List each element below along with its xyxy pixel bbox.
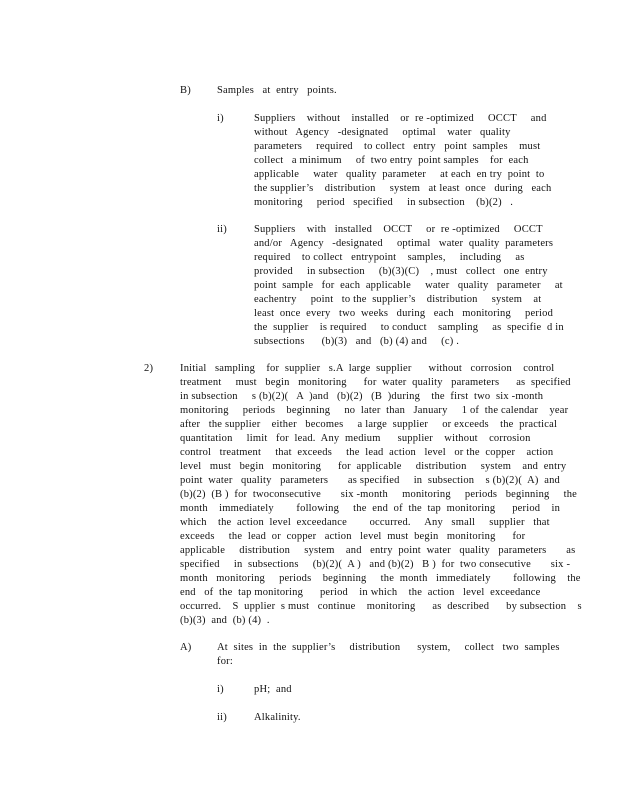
item-label-b: B) xyxy=(180,85,191,96)
text-line: in subsection s (b)(2)( A )and (b)(2) (B )during the first two six -month xyxy=(180,391,544,402)
text-line: parameters required to collect entry point samples must xyxy=(254,141,541,152)
text-line: monitoring periods beginning no later than January 1 of the calendar year xyxy=(180,405,569,416)
text-line: Suppliers with installed OCCT or re -optimized OCCT xyxy=(254,224,543,235)
text-line: month monitoring periods beginning the month immediately following the xyxy=(180,573,581,584)
text-line: which the action level exceedance occurred. Any small supplier that xyxy=(180,517,550,528)
item-label-a: A) xyxy=(180,642,192,653)
item-label-2: 2) xyxy=(144,363,154,374)
text-line: Initial sampling for supplier s.A large supplier without corrosion control xyxy=(180,363,555,374)
text-line: occurred. S upplier s must continue monitoring as described by subsection s xyxy=(180,601,582,612)
text-line: applicable water quality parameter at each en try point to xyxy=(254,169,545,180)
text-line: treatment must begin monitoring for water quality parameters as specified xyxy=(180,377,571,388)
subitem-label-b-i: i) xyxy=(217,113,224,124)
subitem-label-a-i: i) xyxy=(217,684,224,695)
text-line: applicable distribution system and entry point water quality parameters as xyxy=(180,545,576,556)
text-line: (b)(2) (B ) for twoconsecutive six -month monitoring periods beginning the xyxy=(180,489,578,500)
text-line: eachentry point to the supplier’s distribution system at xyxy=(254,294,542,305)
subitem-text-a-ii: Alkalinity. xyxy=(254,712,301,723)
text-line: the supplier’s distribution system at least once during each xyxy=(254,183,552,194)
text-line: At sites in the supplier’s distribution system, collect two samples xyxy=(217,642,560,653)
text-line: subsections (b)(3) and (b) (4) and (c) . xyxy=(254,336,460,347)
text-line: collect a minimum of two entry point samples for each xyxy=(254,155,529,166)
text-line: and/or Agency -designated optimal water quality parameters xyxy=(254,238,554,249)
text-line: level must begin monitoring for applicable distribution system and entry xyxy=(180,461,567,472)
text-line: required to collect entrypoint samples, including as xyxy=(254,252,525,263)
text-line: end of the tap monitoring period in which the action level exceedance xyxy=(180,587,541,598)
text-line: month immediately following the end of the tap monitoring period in xyxy=(180,503,561,514)
text-line: without Agency -designated optimal water quality xyxy=(254,127,511,138)
text-line: point water quality parameters as specified in subsection s (b)(2)( A) and xyxy=(180,475,560,486)
text-line: monitoring period specified in subsection (b)(2) . xyxy=(254,197,514,208)
text-line: exceeds the lead or copper action level must begin monitoring for xyxy=(180,531,526,542)
subitem-label-b-ii: ii) xyxy=(217,224,227,235)
text-line: after the supplier either becomes a large supplier or exceeds the practical xyxy=(180,419,558,430)
text-line: quantitation limit for lead. Any medium supplier without corrosion xyxy=(180,433,531,444)
text-line: control treatment that exceeds the lead action level or the copper action xyxy=(180,447,554,458)
text-line: least once every two weeks during each monitoring period xyxy=(254,308,554,319)
text-line: (b)(3) and (b) (4) . xyxy=(180,615,270,626)
text-line: for: xyxy=(217,656,233,667)
text-line: provided in subsection (b)(3)(C) , must collect one entry xyxy=(254,266,548,277)
item-heading-b: Samples at entry points. xyxy=(217,85,337,96)
subitem-label-a-ii: ii) xyxy=(217,712,227,723)
text-line: point sample for each applicable water quality parameter at xyxy=(254,280,563,291)
subitem-text-a-i: pH; and xyxy=(254,684,292,695)
text-line: specified in subsections (b)(2)( A ) and (b)(2) B ) for two consecutive six - xyxy=(180,559,571,570)
text-line: Suppliers without installed or re -optimized OCCT and xyxy=(254,113,547,124)
text-line: the supplier is required to conduct sampling as specifie d in xyxy=(254,322,564,333)
